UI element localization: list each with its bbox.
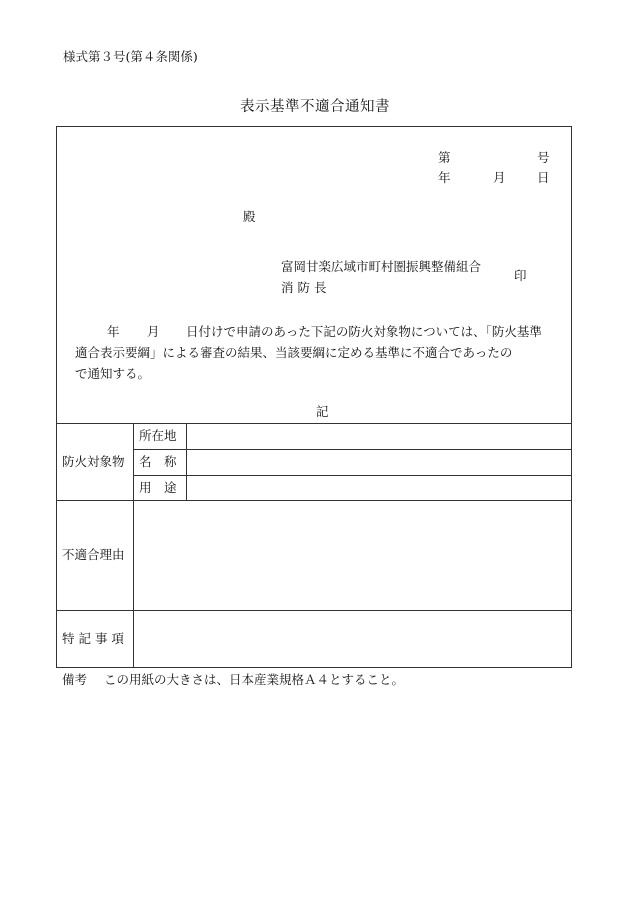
- body-year: 年: [107, 324, 120, 339]
- column-divider: [133, 423, 134, 668]
- nonconformity-reason-label: 不適合理由: [62, 547, 125, 562]
- ki-mark: 記: [316, 404, 329, 419]
- body-line-3: で通知する。: [75, 366, 151, 381]
- remark-label: 備考: [62, 672, 88, 687]
- remark-text: この用紙の大きさは、日本産業規格Ａ４とすること。: [104, 672, 405, 687]
- name-label: 名 称: [139, 454, 177, 469]
- row-divider: [133, 449, 572, 450]
- row-divider: [133, 475, 572, 476]
- number-suffix: 号: [537, 150, 550, 165]
- addressee-suffix: 殿: [243, 209, 256, 224]
- seal-mark: 印: [514, 268, 527, 283]
- body-month: 月: [147, 324, 160, 339]
- date-year: 年: [438, 170, 451, 185]
- number-prefix: 第: [438, 150, 451, 165]
- location-label: 所在地: [139, 428, 177, 443]
- column-divider: [186, 423, 187, 500]
- form-number: 様式第３号(第４条関係): [63, 49, 198, 64]
- usage-label: 用 途: [139, 480, 177, 495]
- date-day: 日: [537, 170, 550, 185]
- body-line-1: 日付けで申請のあった下記の防火対象物については、「防火基準: [186, 324, 542, 339]
- document-title: 表示基準不適合通知書: [240, 99, 390, 115]
- fire-object-label: 防火対象物: [62, 454, 125, 469]
- issuer-organization: 富岡甘楽広域市町村圏振興整備組合: [281, 259, 482, 274]
- date-month: 月: [493, 170, 506, 185]
- body-line-2: 適合表示要綱」による審査の結果、当該要綱に定める基準に不適合であったの: [75, 345, 513, 360]
- issuer-title: 消 防 長: [281, 280, 327, 295]
- special-notes-label: 特 記 事 項: [62, 631, 124, 646]
